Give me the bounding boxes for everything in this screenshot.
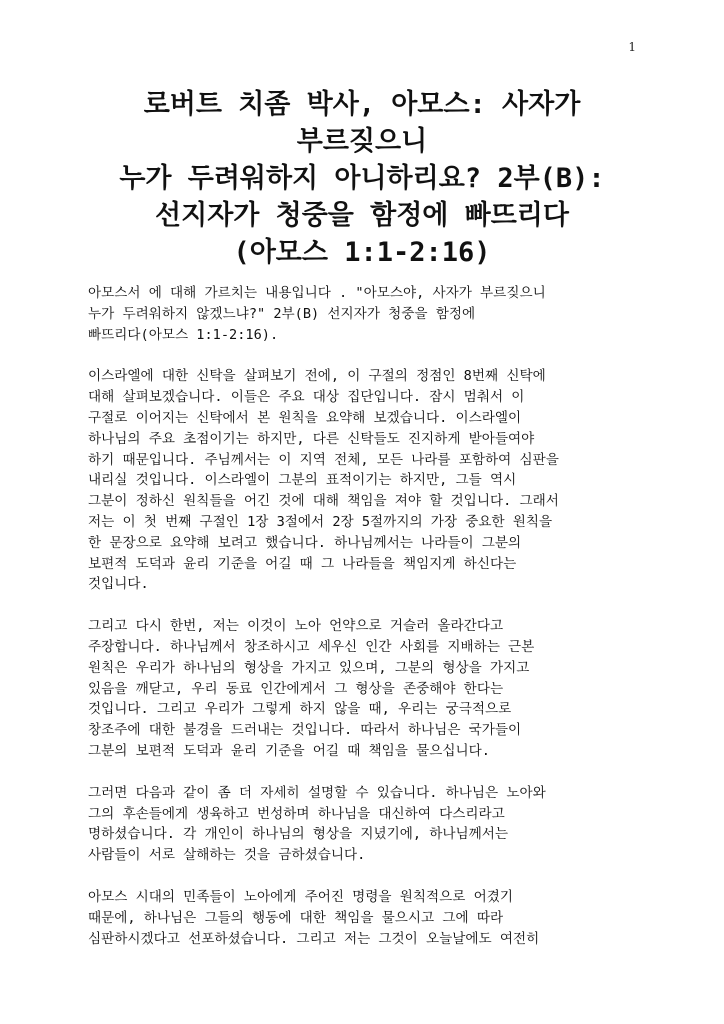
paragraph <box>88 783 648 866</box>
text-line: 주장합니다. 하나님께서 창조하시고 세우신 인간 사회를 지배하는 근본 <box>88 638 535 655</box>
text-line: 하나님의 주요 초점이기는 하지만, 다른 신탁들도 진지하게 받아들여야 <box>88 430 535 447</box>
text-line: 빠뜨리다(아모스 1:1-2:16). <box>88 326 279 343</box>
text-line: 그분의 보편적 도덕과 윤리 기준을 어길 때 책임을 물으십니다. <box>88 742 490 759</box>
text-line: 그분이 정하신 원칙들을 어긴 것에 대해 책임을 져야 할 것입니다. 그래서 <box>88 493 559 510</box>
text-line: 사람들이 서로 살해하는 것을 금하셨습니다. <box>88 847 366 864</box>
text-line: 원칙은 우리가 하나님의 형상을 가지고 있으며, 그분의 형상을 가지고 <box>88 659 530 676</box>
text-line: 아모스 시대의 민족들이 노아에게 주어진 명령을 원칙적으로 어겼기 <box>88 888 513 905</box>
text-line: 저는 이 첫 번째 구절인 1장 3절에서 2장 5절까지의 가장 중요한 원칙을 <box>88 513 553 530</box>
text-line: 이스라엘에 대한 신탁을 살펴보기 전에, 이 구절의 정점인 8번째 신탁에 <box>88 368 546 385</box>
text-line: 누가 두려워하지 않겠느냐?" 2부(B) 선지자가 청중을 함정에 <box>88 305 476 322</box>
text-line: 것입니다. 그리고 우리가 그렇게 하지 않을 때, 우리는 궁극적으로 <box>88 701 512 718</box>
text-line: 것입니다. <box>88 576 149 593</box>
text-line: 보편적 도덕과 윤리 기준을 어길 때 그 나라들을 책임지게 하신다는 <box>88 555 517 572</box>
body-text <box>88 283 648 970</box>
text-line: 대해 살펴보겠습니다. 이들은 주요 대상 집단입니다. 잠시 멈춰서 이 <box>88 389 525 406</box>
title-line: 로버트 치좀 박사, 아모스: 사자가 <box>143 89 581 120</box>
text-line: 때문에, 하나님은 그들의 행동에 대한 책임을 물으시고 그에 따라 <box>88 909 504 926</box>
text-line: 하기 때문입니다. 주님께서는 이 지역 전체, 모든 나라를 포함하여 심판을 <box>88 451 559 468</box>
text-line: 그리고 다시 한번, 저는 이것이 노아 언약으로 거슬러 올라간다고 <box>88 618 504 635</box>
title-line: 선지자가 청중을 함정에 빠뜨리다 <box>155 200 569 231</box>
text-line: 창조주에 대한 불경을 드러내는 것입니다. 따라서 하나님은 국가들이 <box>88 722 522 739</box>
text-line: 내리실 것입니다. 이스라엘이 그분의 표적이기는 하지만, 그들 역시 <box>88 472 517 489</box>
paragraph <box>88 283 648 345</box>
text-line: 그의 후손들에게 생육하고 번성하며 하나님을 대신하여 다스리라고 <box>88 805 505 822</box>
title-line: 부르짖으니 <box>296 126 428 157</box>
paragraph <box>88 616 648 762</box>
text-line: 아모스서 에 대해 가르치는 내용입니다 . "아모스야, 사자가 부르짖으니 <box>88 285 546 301</box>
text-line: 명하셨습니다. 각 개인이 하나님의 형상을 지녔기에, 하나님께서는 <box>88 826 509 843</box>
paragraph <box>88 887 648 949</box>
text-line: 구절로 이어지는 신탁에서 본 원칙을 요약해 보겠습니다. 이스라엘이 <box>88 409 522 426</box>
text-line: 그러면 다음과 같이 좀 더 자세히 설명할 수 있습니다. 하나님은 노아와 <box>88 784 546 801</box>
page-number: 1 <box>628 40 636 54</box>
title-line: 누가 두려워하지 아니하리요? 2부(B): <box>119 163 605 194</box>
text-line: 한 문장으로 요약해 보려고 했습니다. 하나님께서는 나라들이 그분의 <box>88 534 522 551</box>
paragraph <box>88 366 648 595</box>
document-title <box>70 86 654 271</box>
text-line: 있음을 깨닫고, 우리 동료 인간에게서 그 형상을 존중해야 한다는 <box>88 680 504 697</box>
title-line: (아모스 1:1-2:16) <box>233 237 491 268</box>
text-line: 심판하시겠다고 선포하셨습니다. 그리고 저는 그것이 오늘날에도 여전히 <box>88 930 540 947</box>
